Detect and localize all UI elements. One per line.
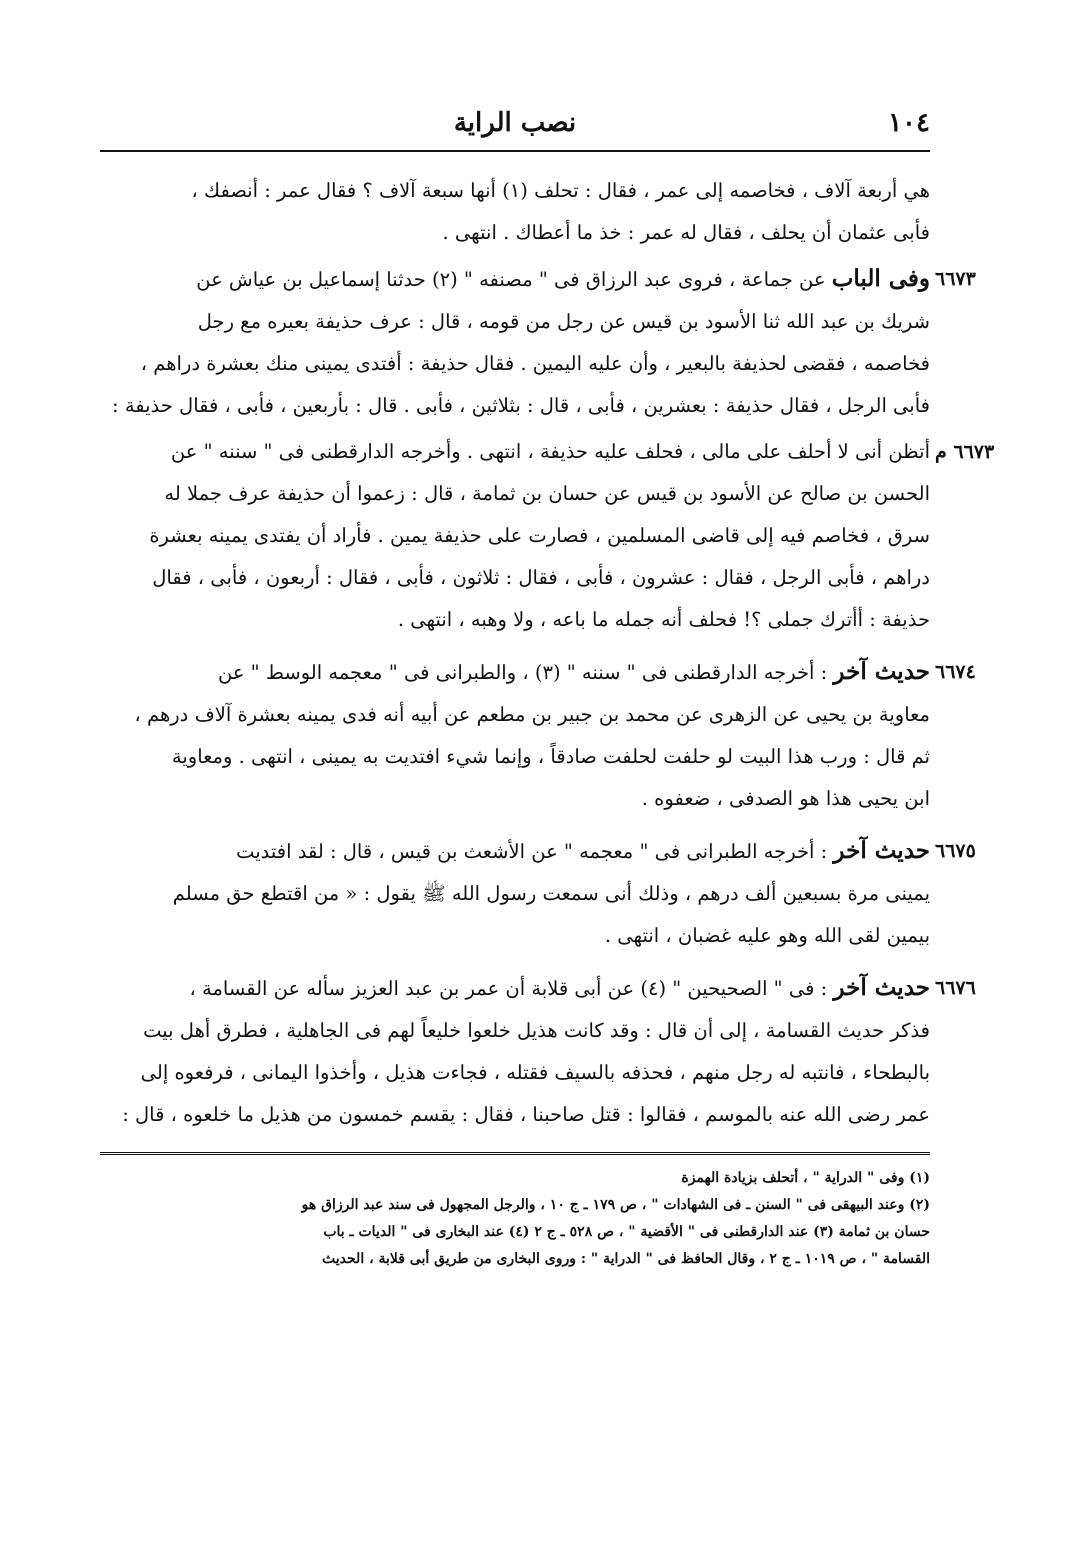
text-run: : أخرجه الطبرانى فى " معجمه " عن الأشعث بن قيس ، قال : لقد افتديت xyxy=(236,840,834,863)
text-line: بيمين لقى الله وهو عليه غضبان ، انتهى . xyxy=(604,924,930,947)
footnote-line: حسان بن ثمامة (٣) عند الدارقطنى فى " الأقضية " ، ص ٥٢٨ ـ ج ٢ (٤) عند البخارى فى " الديات ـ باب xyxy=(323,1224,930,1240)
footnote-line: القسامة " ، ص ١٠١٩ ـ ج ٢ ، وقال الحافظ فى " الدراية " : وروى البخارى من طريق أبى قلابة ، الحديث xyxy=(322,1251,930,1267)
hadith-number: ٦٦٧٣ xyxy=(935,268,976,290)
text-line: فذكر حديث القسامة ، إلى أن قال : وقد كانت هذيل خلعوا خليعاً لهم فى الجاهلية ، فطرق أهل بيت xyxy=(143,1019,930,1042)
text-line: بالبطحاء ، فانتبه له رجل منهم ، فحذفه بالسيف فقتله ، فجاءت هذيل ، وأخذوا اليمانى ، فرفعوه إلى xyxy=(140,1061,930,1084)
text-line: هي أربعة آلاف ، فخاصمه إلى عمر ، فقال : تحلف (١) أنها سبعة آلاف ؟ فقال عمر : أنصفك ، xyxy=(191,179,930,202)
hadith-entry-6675 xyxy=(100,830,976,957)
text-line: معاوية بن يحيى عن الزهرى عن محمد بن جبير بن مطعم عن أبيه أنه فدى يمينه بعشرة آلاف درهم ، xyxy=(134,703,930,726)
text-line: شريك بن عبد الله ثنا الأسود بن قيس عن رجل من قومه ، قال : عرف حذيفة بعيره مع رجل xyxy=(197,310,930,333)
running-title: نصب الراية xyxy=(453,108,577,138)
entry-lead: وفى الباب xyxy=(831,265,930,292)
text-line: فأبى عثمان أن يحلف ، فقال له عمر : خذ ما أعطاك . انتهى . xyxy=(442,221,930,244)
text-line: ثم قال : ورب هذا البيت لو حلفت لحلفت صادقاً ، وإنما شيء افتديت به يمينى ، انتهى . ومعاوية xyxy=(171,745,930,768)
hadith-number: ٦٦٧٣ م xyxy=(935,441,995,463)
text-line: يمينى مرة بسبعين ألف درهم ، وذلك أنى سمعت رسول الله ﷺ يقول : « من اقتطع حق مسلم xyxy=(172,882,930,905)
text-line: الحسن بن صالح عن الأسود بن قيس عن حسان بن ثمامة ، قال : زعموا أن حذيفة عرف جملا له xyxy=(164,482,930,505)
hadith-number: ٦٦٧٤ xyxy=(935,661,976,683)
hadith-number: ٦٦٧٦ xyxy=(935,977,976,999)
page xyxy=(100,100,995,1273)
text-line: سرق ، فخاصم فيه إلى قاضى المسلمين ، فصارت على حذيفة يمين . فأراد أن يفتدى يمينه بعشرة xyxy=(149,524,930,547)
text-line: ابن يحيى هذا هو الصدفى ، ضعفوه . xyxy=(641,787,930,810)
continuation-paragraph xyxy=(100,170,930,254)
page-number: ١٠٤ xyxy=(888,108,930,138)
text-line xyxy=(100,651,930,694)
entry-lead: حديث آخر xyxy=(833,974,930,1001)
text-run: عن جماعة ، فروى عبد الرزاق فى " مصنفه " (٢) حدثنا إسماعيل بن عياش عن xyxy=(196,268,832,291)
text-line xyxy=(100,830,930,873)
text-line: عمر رضى الله عنه بالموسم ، فقالوا : قتل صاحبنا ، فقال : يقسم خمسون من هذيل ما خلعوه ، قال : xyxy=(122,1103,930,1126)
footnote-line: (١) وفى " الدراية " ، أتحلف بزيادة الهمزة xyxy=(681,1170,930,1186)
footnote-line: (٢) وعند البيهقى فى " السنن ـ فى الشهادات " ، ص ١٧٩ ـ ج ١٠ ، والرجل المجهول فى سند عبد الرزاق هو xyxy=(301,1197,930,1213)
text-run: : أخرجه الدارقطنى فى " سننه " (٣) ، والطبرانى فى " معجمه الوسط " عن xyxy=(218,661,834,684)
entry-lead: حديث آخر xyxy=(833,658,930,685)
hadith-entry-6673m xyxy=(100,431,995,641)
hadith-entry-6674 xyxy=(100,651,976,820)
text-line: فأبى الرجل ، فقال حذيفة : بعشرين ، فأبى ، قال : بثلاثين ، فأبى . قال : بأربعين ، فأبى ، فقال حذيفة : xyxy=(112,394,930,417)
entry-lead: حديث آخر xyxy=(833,837,930,864)
footnotes xyxy=(100,1152,930,1273)
text-line: أتظن أنى لا أحلف على مالى ، فحلف عليه حذيفة ، انتهى . وأخرجه الدارقطنى فى " سننه " عن xyxy=(170,440,930,463)
text-run: : فى " الصحيحين " (٤) عن أبى قلابة أن عمر بن عبد العزيز سأله عن القسامة ، xyxy=(189,977,834,1000)
hadith-number: ٦٦٧٥ xyxy=(935,840,976,862)
hadith-entry-6673 xyxy=(100,258,976,427)
text-line xyxy=(100,258,930,301)
text-line: دراهم ، فأبى الرجل ، فقال : عشرون ، فأبى ، فقال : ثلاثون ، فأبى ، فقال : أربعون ، فأبى ، فقال xyxy=(152,566,930,589)
text-line: فخاصمه ، فقضى لحذيفة بالبعير ، وأن عليه اليمين . فقال حذيفة : أفتدى يمينى منك بعشرة دراهم ، xyxy=(140,352,930,375)
page-header xyxy=(100,100,930,152)
text-line xyxy=(100,967,930,1010)
hadith-entry-6676 xyxy=(100,967,976,1136)
text-line: حذيفة : أأترك جملى ؟! فحلف أنه جمله ما باعه ، ولا وهبه ، انتهى . xyxy=(397,608,930,631)
